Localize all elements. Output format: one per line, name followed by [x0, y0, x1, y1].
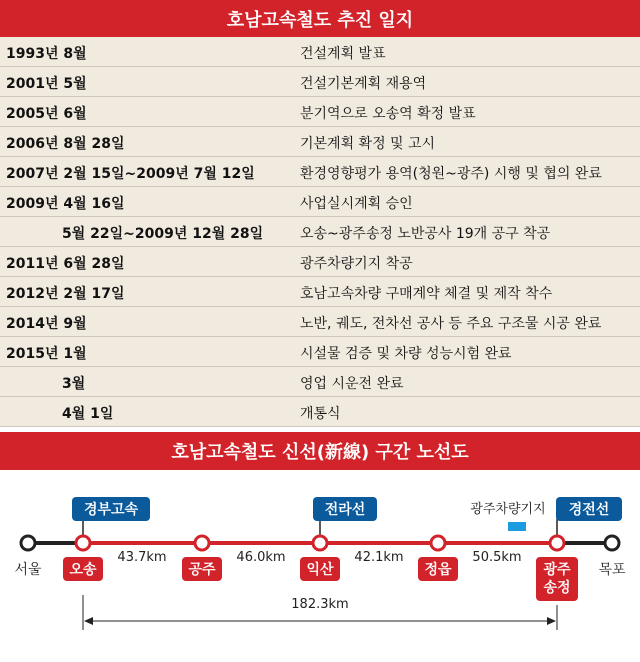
- timeline-date: 2007년 2월 15일~2009년 7월 12일: [6, 166, 255, 182]
- timeline-event: 기본계획 확정 및 고시: [300, 136, 436, 152]
- timeline-row: [0, 37, 640, 67]
- timeline-date: 1993년 8월: [6, 46, 87, 62]
- timeline-title: 호남고속철도 추진 일지: [0, 0, 640, 37]
- endpoint-seoul-node: [21, 536, 35, 550]
- svg-text:공주: 공주: [188, 562, 216, 578]
- segment-distance-2: 46.0km: [236, 550, 286, 565]
- station-label-osong: [63, 557, 103, 581]
- badge-gyeongjeon: [556, 497, 622, 521]
- svg-text:경부고속: 경부고속: [83, 502, 139, 518]
- segment-distance-3: 42.1km: [354, 550, 404, 565]
- timeline-event: 분기역으로 오송역 확정 발표: [300, 106, 476, 122]
- timeline-event: 호남고속차량 구매계약 체결 및 제작 착수: [300, 286, 553, 302]
- timeline-date: 2014년 9월: [6, 316, 87, 332]
- station-node-jeongeup: [431, 536, 445, 550]
- endpoint-seoul: 서울: [14, 562, 42, 578]
- timeline-event: 광주차량기지 착공: [300, 256, 413, 272]
- timeline-row: [0, 217, 640, 247]
- timeline-row: [0, 397, 640, 427]
- timeline-event: 건설기본계획 재용역: [300, 76, 427, 92]
- segment-distance-4: 50.5km: [472, 550, 522, 565]
- timeline-row: [0, 67, 640, 97]
- timeline-event: 영업 시운전 완료: [300, 376, 404, 392]
- station-label-gongju: [182, 557, 222, 581]
- timeline-event: 시설물 검증 및 차량 성능시험 완료: [300, 346, 512, 362]
- timeline-row: [0, 97, 640, 127]
- route-map-svg: [0, 470, 640, 658]
- svg-text:정읍: 정읍: [424, 562, 452, 578]
- station-label-gwangju-songjeong: [536, 557, 578, 601]
- svg-text:경전선: 경전선: [568, 502, 610, 518]
- timeline-date: 4월 1일: [62, 406, 114, 422]
- station-label-line: 광주: [543, 562, 571, 578]
- endpoint-mokpo: 목포: [598, 562, 626, 578]
- svg-text:익산: 익산: [306, 562, 334, 578]
- timeline-event: 노반, 궤도, 전차선 공사 등 주요 구조물 시공 완료: [300, 316, 602, 332]
- timeline-row: [0, 157, 640, 187]
- timeline-event: 건설계획 발표: [300, 46, 386, 62]
- depot-marker: [508, 522, 526, 531]
- timeline-row: [0, 367, 640, 397]
- timeline-event: 사업실시계획 승인: [300, 196, 413, 212]
- route-map: [0, 470, 640, 658]
- timeline-date: 5월 22일~2009년 12월 28일: [62, 226, 264, 242]
- svg-text:전라선: 전라선: [324, 502, 366, 518]
- station-label-iksan: [300, 557, 340, 581]
- timeline-date: 2005년 6월: [6, 106, 87, 122]
- timeline-row: [0, 337, 640, 367]
- timeline-row: [0, 127, 640, 157]
- timeline-row: [0, 277, 640, 307]
- station-label-jeongeup: [418, 557, 458, 581]
- timeline-date: 2012년 2월 17일: [6, 286, 125, 302]
- station-node-iksan: [313, 536, 327, 550]
- timeline-date: 2011년 6월 28일: [6, 256, 125, 272]
- timeline-row: [0, 187, 640, 217]
- badge-gyeongbu: [72, 497, 150, 521]
- station-node-osong: [76, 536, 90, 550]
- route-map-title: 호남고속철도 신선(新線) 구간 노선도: [0, 432, 640, 470]
- timeline-row: [0, 247, 640, 277]
- total-distance: 182.3km: [291, 597, 349, 612]
- arrow-head-left: [84, 617, 93, 625]
- timeline-date: 2006년 8월 28일: [6, 136, 125, 152]
- timeline-date: 2015년 1월: [6, 346, 87, 362]
- timeline-event: 오송~광주송정 노반공사 19개 공구 착공: [300, 226, 551, 242]
- arrow-head-right: [547, 617, 556, 625]
- station-node-gongju: [195, 536, 209, 550]
- timeline-date: 2009년 4월 16일: [6, 196, 125, 212]
- timeline-row: [0, 307, 640, 337]
- timeline-event: 개통식: [300, 406, 341, 422]
- endpoint-mokpo-node: [605, 536, 619, 550]
- svg-text:오송: 오송: [69, 562, 97, 578]
- depot-label: 광주차량기지: [470, 502, 546, 517]
- timeline-date: 2001년 5월: [6, 76, 87, 92]
- segment-distance-1: 43.7km: [117, 550, 167, 565]
- station-label-line: 송정: [543, 580, 571, 596]
- timeline-date: 3월: [62, 376, 86, 392]
- station-node-gwangju-songjeong: [550, 536, 564, 550]
- badge-jeolla: [313, 497, 377, 521]
- timeline-event: 환경영향평가 용역(청원~광주) 시행 및 협의 완료: [300, 166, 602, 182]
